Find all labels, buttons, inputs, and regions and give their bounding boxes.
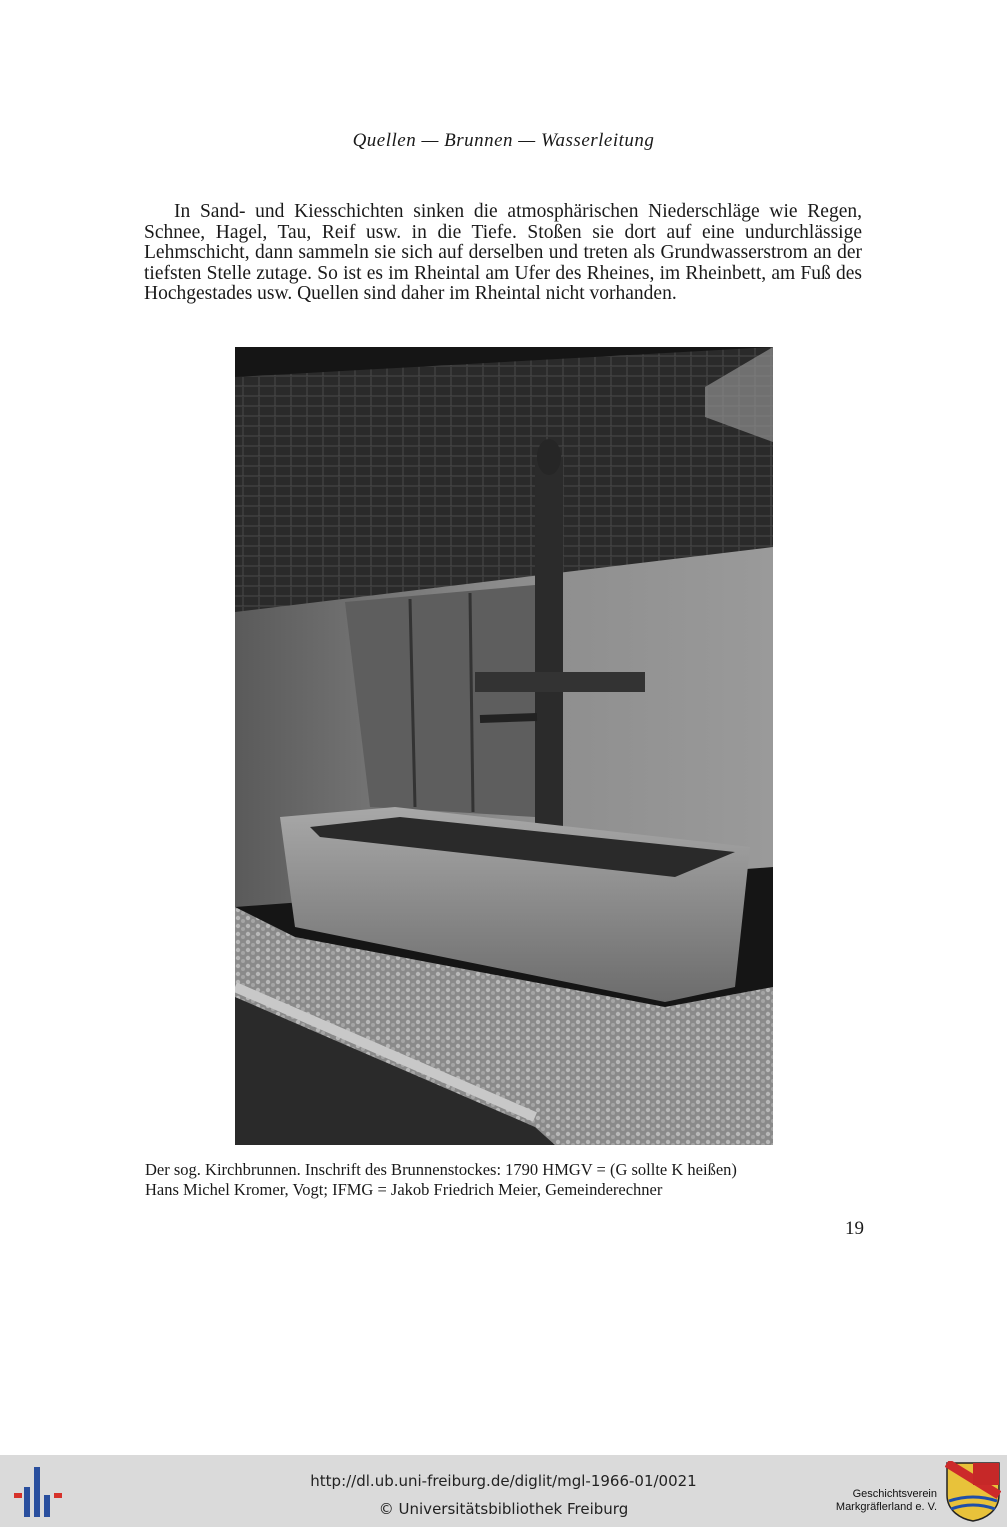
page-number: 19 (845, 1218, 864, 1239)
running-title: Quellen — Brunnen — Wasserleitung (352, 130, 655, 151)
coat-of-arms-icon[interactable] (945, 1461, 1001, 1523)
caption-line-2: Hans Michel Kromer, Vogt; IFMG = Jakob Friedrich Meier, Gemeinderechner (145, 1180, 663, 1199)
society-name[interactable] (836, 1488, 937, 1514)
footer-bar (0, 1455, 1007, 1527)
society-line-2: Markgräflerland e. V. (835, 1501, 937, 1513)
society-line-1: Geschichtsverein (852, 1488, 937, 1500)
footer-url-link[interactable]: http://dl.ub.uni-freiburg.de/diglit/mgl-1966-01/0021 (310, 1472, 697, 1490)
caption-line-1: Der sog. Kirchbrunnen. Inschrift des Brunnenstockes: 1790 HMGV = (G sollte K heißen) (145, 1160, 737, 1179)
fountain-photo (235, 347, 773, 1145)
photo-caption (145, 1160, 865, 1200)
body-paragraph: In Sand- und Kiesschichten sinken die atmosphärischen Niederschläge wie Regen, Schnee, Hagel, Tau, Reif usw. in die Tiefe. Stoßen sie dort auf eine undurchlässige Lehmschicht, dann sammeln sie sich auf derselben und treten als Grundwasserstrom an der tiefsten Stelle zutage. So ist es im Rheintal am Ufer des Rheines, im Rheinbett, am Fuß des Hochgestades usw. Quellen sind daher im Rheintal nicht vorhanden. (144, 201, 862, 304)
footer-copyright: © Universitätsbibliothek Freiburg (378, 1500, 629, 1518)
